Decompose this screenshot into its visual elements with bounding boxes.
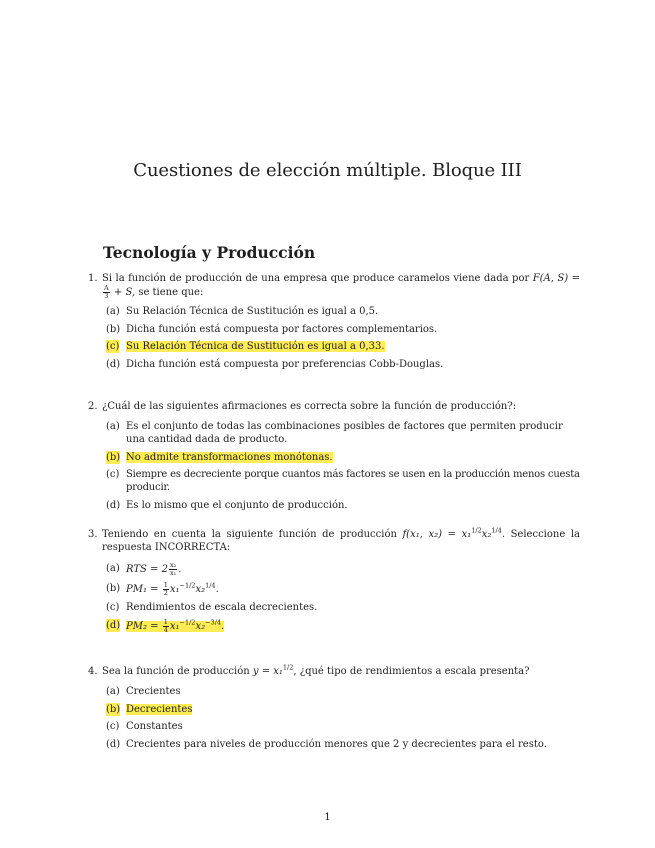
fraction: $\frac{1}{4}$ <box>163 617 168 634</box>
fraction: $\frac{A}{3}$ <box>104 284 109 300</box>
option-a[interactable]: (a) Su Relación Técnica de Sustitución es igual a 0,5. <box>106 306 379 317</box>
option-b[interactable]: (b) Dicha función está compuesta por factores complementarios. <box>106 323 438 335</box>
question-number: 4. <box>88 666 98 677</box>
option-d[interactable]: (d) Crecientes para niveles de producción menores que 2 y decrecientes para el resto. <box>106 738 547 750</box>
options-list <box>106 562 580 634</box>
question-4 <box>88 665 580 755</box>
question-stem: Teniendo en cuenta la siguiente función de producción f(x₁, x₂) = x₁$^{1/2}$x₂$^{1/4}$. Seleccione la respuesta INCORRECTA: <box>102 526 580 553</box>
option-c[interactable]: (c) Siempre es decreciente porque cuantos más factores se usen en la producción menos cuesta producir. <box>106 469 580 493</box>
options-list <box>106 685 580 751</box>
option-a[interactable]: (a) Crecientes <box>106 686 181 697</box>
options-list <box>106 305 580 371</box>
fraction: $\frac{\text{x₂}}{\text{x₁}}$ <box>169 561 177 577</box>
option-a[interactable]: (a) RTS = 2 $\frac{\text{x₂}}{\text{x₁}}$ . <box>106 561 182 577</box>
question-number: 1. <box>88 273 98 284</box>
question-number: 2. <box>88 401 98 412</box>
fraction: $\frac{1}{2}$ <box>163 580 168 597</box>
question-stem: Sea la función de producción y = x₁$^{1/2}$, ¿qué tipo de rendimientos a escala presenta? <box>102 663 530 677</box>
option-c[interactable]: (c) Rendimientos de escala decrecientes. <box>106 602 318 613</box>
option-b-highlighted[interactable]: (b) No admite transformaciones monótonas. <box>106 451 333 463</box>
options-list <box>106 420 580 512</box>
question-stem: ¿Cuál de las siguientes afirmaciones es correcta sobre la función de producción?: <box>102 401 517 412</box>
option-b-highlighted[interactable]: (b) Decrecientes <box>106 703 193 715</box>
question-3 <box>88 528 580 638</box>
page-number: 1 <box>324 812 331 823</box>
option-c-highlighted[interactable]: (c) Su Relación Técnica de Sustitución es igual a 0,33. <box>106 341 385 352</box>
option-d-highlighted[interactable]: (d) PM₂ = $\frac{1}{4}$ x₁$^{-1/2}$x₂$^{-3/4}$. <box>106 617 225 634</box>
question-2 <box>88 400 580 516</box>
option-d[interactable]: (d) Dicha función está compuesta por preferencias Cobb-Douglas. <box>106 358 444 370</box>
option-a[interactable]: (a) Es el conjunto de todas las combinaciones posibles de factores que permiten producir una cantidad dada de producto. <box>106 421 563 445</box>
question-1 <box>88 272 580 375</box>
option-b[interactable]: (b) PM₁ = $\frac{1}{2}$ x₁$^{-1/2}$x₂$^{1/4}$. <box>106 580 219 597</box>
option-d[interactable]: (d) Es lo mismo que el conjunto de producción. <box>106 499 348 511</box>
question-stem: Si la función de producción de una empresa que produce caramelos viene dada por F(A, S) = $\frac{A}{3}$ + S, se tiene que: <box>102 273 580 300</box>
page-title: Cuestiones de elección múltiple. Bloque III <box>133 160 522 181</box>
option-c[interactable]: (c) Constantes <box>106 721 183 732</box>
section-title: Tecnología y Producción <box>103 243 316 262</box>
question-number: 3. <box>88 529 98 540</box>
